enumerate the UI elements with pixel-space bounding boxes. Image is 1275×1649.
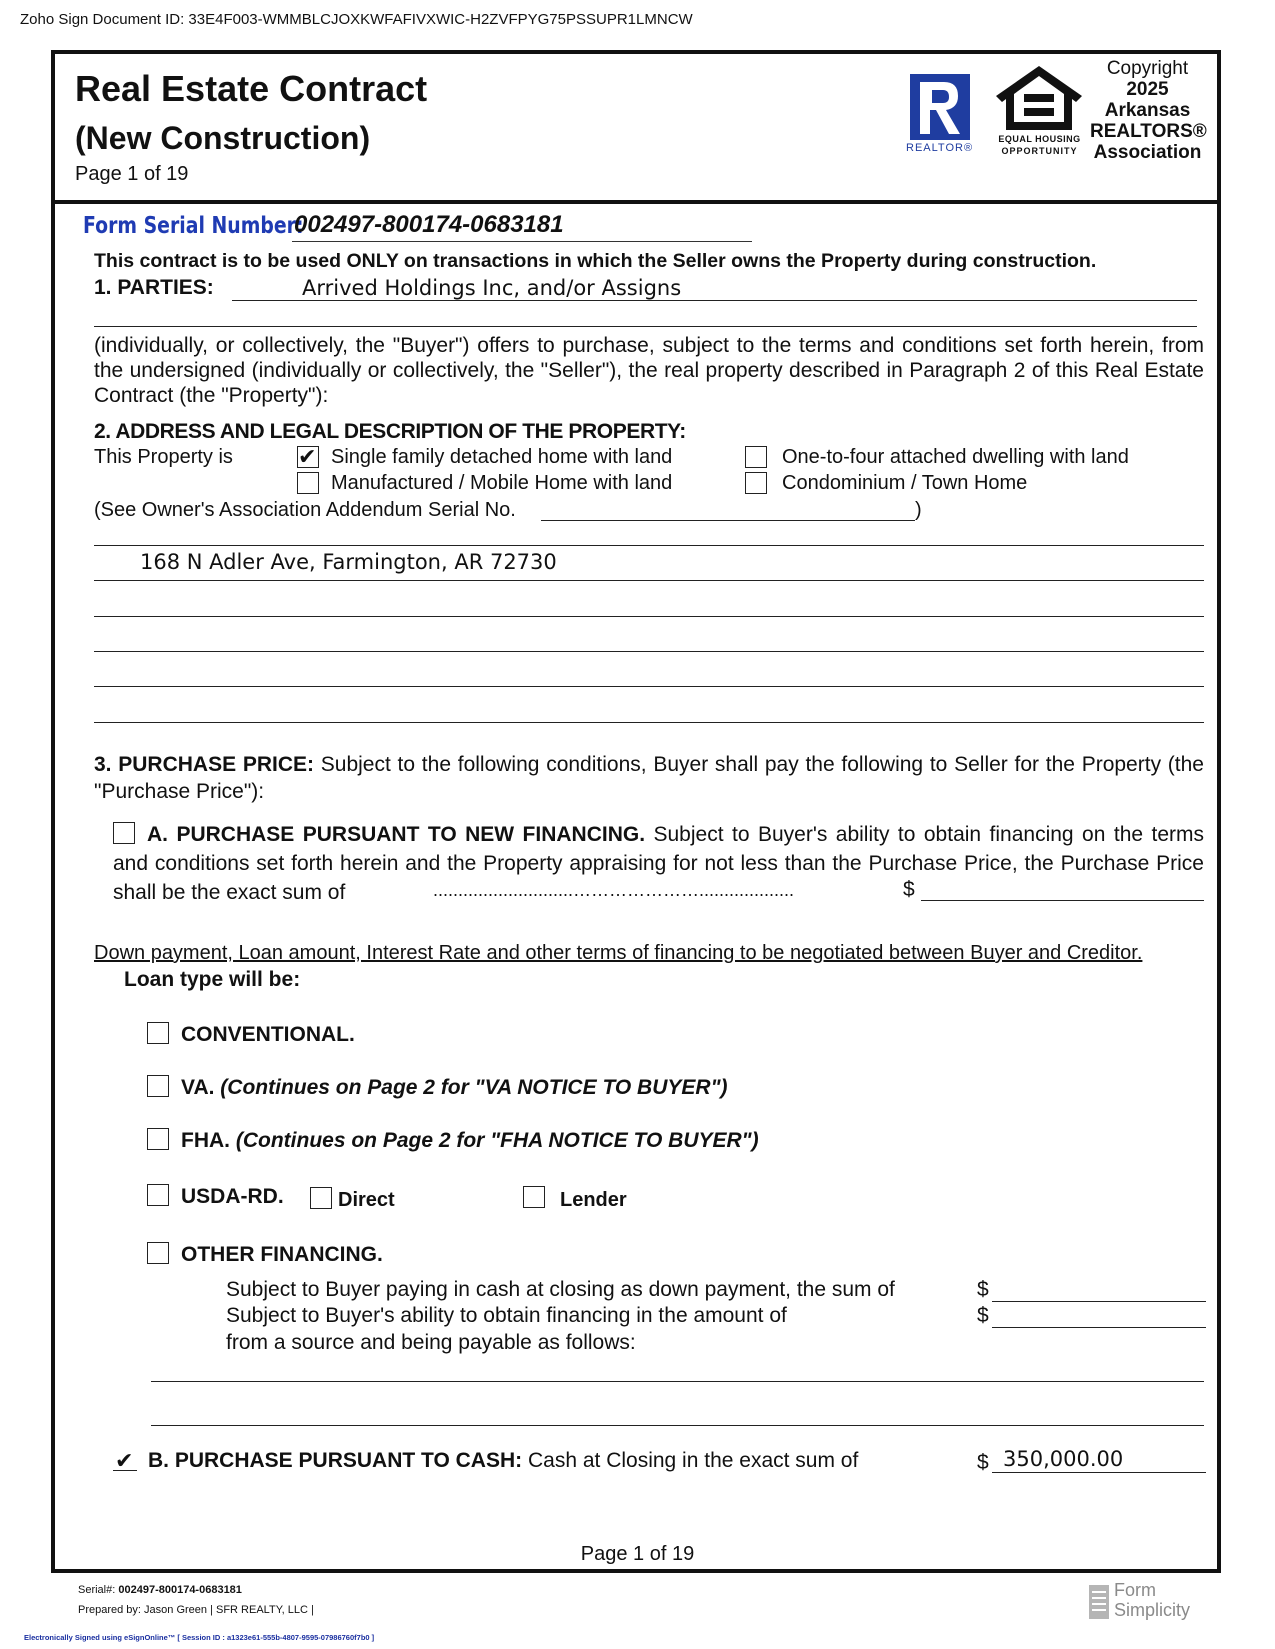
purchase-price-section xyxy=(94,751,1204,805)
cash-checkmark-icon[interactable]: ✔ xyxy=(115,1448,134,1473)
new-financing-amount-field[interactable] xyxy=(921,900,1204,901)
page-indicator-top: Page 1 of 19 xyxy=(75,163,189,185)
manufactured-checkbox[interactable] xyxy=(297,472,319,494)
copyright-year: 2025 xyxy=(1126,79,1169,100)
copyright-line5: Association xyxy=(1093,142,1202,163)
usda-direct-label: Direct xyxy=(338,1189,395,1211)
down-payment-note: Down payment, Loan amount, Interest Rate and other terms of financing to be negotiated between Buyer and Creditor. xyxy=(94,942,1143,964)
header-divider xyxy=(51,200,1221,204)
va-checkbox[interactable] xyxy=(147,1075,169,1097)
realtor-logo-text: REALTOR® xyxy=(906,142,974,154)
va-label xyxy=(181,1076,728,1100)
new-financing-dollar: $ xyxy=(903,878,915,901)
new-financing-heading: A. PURCHASE PURSUANT TO NEW FINANCING. xyxy=(147,823,646,846)
owners-assoc-suffix: ) xyxy=(915,499,922,521)
cash-purchase-heading: B. PURCHASE PURSUANT TO CASH: xyxy=(148,1449,523,1472)
footer-prepared-value: Jason Green | SFR REALTY, LLC | xyxy=(144,1604,314,1616)
property-is-label: This Property is xyxy=(94,446,233,468)
usda-label: USDA-RD. xyxy=(181,1185,284,1208)
esign-notice: Electronically Signed using eSignOnline™ [ Session ID : a1323e61-555b-4807-9595-07986760f7b0 ] xyxy=(24,1633,375,1642)
condo-checkbox[interactable] xyxy=(745,472,767,494)
usda-lender-checkbox[interactable] xyxy=(523,1186,545,1208)
realtor-logo xyxy=(906,72,974,158)
copyright-line1: Copyright xyxy=(1106,58,1189,79)
manufactured-label: Manufactured / Mobile Home with land xyxy=(331,472,673,494)
property-address-value[interactable]: 168 N Adler Ave, Farmington, AR 72730 xyxy=(140,550,557,574)
conventional-checkbox[interactable] xyxy=(147,1022,169,1044)
other-financing-line-2[interactable] xyxy=(151,1425,1204,1426)
copyright-line4: REALTORS® xyxy=(1090,121,1207,142)
copyright-line3: Arkansas xyxy=(1104,100,1191,121)
legal-line-1 xyxy=(94,545,1204,546)
legal-line-2 xyxy=(94,580,1204,581)
other-down-payment-dollar: $ xyxy=(977,1278,989,1301)
form-title: Real Estate Contract xyxy=(75,68,428,109)
document-icon xyxy=(1088,1584,1110,1620)
purchase-price-intro: Subject to the following conditions, Buyer shall pay the following to Seller for the Property (the "Purchase Price"): xyxy=(94,753,1204,803)
equal-housing-house-icon xyxy=(992,64,1087,132)
footer-serial-value: 002497-800174-0683181 xyxy=(118,1584,242,1596)
checkmark-icon: ✔ xyxy=(298,444,317,469)
single-family-label: Single family detached home with land xyxy=(331,446,673,468)
form-subtitle: (New Construction) xyxy=(75,120,371,156)
fha-note: (Continues on Page 2 for "FHA NOTICE TO BUYER") xyxy=(235,1129,759,1152)
conventional-label: CONVENTIONAL. xyxy=(181,1023,355,1046)
fha-text: FHA. xyxy=(181,1129,230,1152)
footer-serial xyxy=(78,1584,242,1596)
usda-checkbox[interactable] xyxy=(147,1184,169,1206)
parties-line-2 xyxy=(94,326,1197,327)
cash-amount-underline xyxy=(992,1472,1206,1473)
fha-checkbox[interactable] xyxy=(147,1128,169,1150)
other-down-payment-field[interactable] xyxy=(992,1301,1206,1302)
other-financing-amount-text: Subject to Buyer's ability to obtain financing in the amount of xyxy=(226,1304,787,1327)
form-serial-label: Form Serial Number: xyxy=(83,213,304,239)
other-financing-amount-field[interactable] xyxy=(992,1327,1206,1328)
parties-value[interactable]: Arrived Holdings Inc, and/or Assigns xyxy=(302,276,682,300)
form-simplicity-line2: Simplicity xyxy=(1114,1600,1191,1620)
other-financing-dollar: $ xyxy=(977,1304,989,1327)
other-financing-line-1[interactable] xyxy=(151,1381,1204,1382)
equal-housing-logo xyxy=(992,64,1087,158)
va-note: (Continues on Page 2 for "VA NOTICE TO BUYER") xyxy=(220,1076,728,1099)
va-text: VA. xyxy=(181,1076,215,1099)
page-indicator-bottom: Page 1 of 19 xyxy=(580,1543,695,1565)
cash-dollar: $ xyxy=(977,1451,989,1474)
legal-line-6 xyxy=(94,722,1204,723)
purchase-price-heading: 3. PURCHASE PRICE: xyxy=(94,753,315,776)
usda-lender-label: Lender xyxy=(560,1189,627,1211)
legal-line-4 xyxy=(94,651,1204,652)
owners-assoc-serial-field[interactable] xyxy=(541,520,915,521)
one-to-four-label: One-to-four attached dwelling with land xyxy=(782,446,1129,468)
equal-housing-text1: EQUAL HOUSING xyxy=(998,134,1081,144)
loan-type-label: Loan type will be: xyxy=(124,968,301,991)
footer-serial-label: Serial#: xyxy=(78,1584,116,1596)
other-financing-label: OTHER FINANCING. xyxy=(181,1243,383,1266)
cash-purchase-text: Cash at Closing in the exact sum of xyxy=(527,1449,859,1472)
new-financing-text: Subject to Buyer's ability to obtain financing on the terms and conditions set forth herein and the Property appraising for not less than the Purchase Price, the Purchase Price shall be the exact sum of xyxy=(113,823,1204,904)
parties-text: (individually, or collectively, the "Buyer") offers to purchase, subject to the terms and conditions set forth herein, from the undersigned (individually or collectively, the "Seller"), the real property described in Paragraph 2 of this Real Estate Contract (the "Property"): xyxy=(94,334,1204,407)
address-heading: 2. ADDRESS AND LEGAL DESCRIPTION OF THE PROPERTY: xyxy=(94,420,686,443)
usda-direct-checkbox[interactable] xyxy=(310,1187,332,1209)
serial-underline xyxy=(292,241,752,242)
other-financing-source-text: from a source and being payable as follows: xyxy=(226,1331,636,1354)
owners-assoc-prefix: (See Owner's Association Addendum Serial No. xyxy=(94,499,516,521)
document-id: Zoho Sign Document ID: 33E4F003-WMMBLCJOXKWFAFIVXWIC-H2ZVFPYG75PSSUPR1LMNCW xyxy=(20,11,693,28)
fha-label xyxy=(181,1129,759,1153)
condo-label: Condominium / Town Home xyxy=(782,472,1028,494)
intro-notice: This contract is to be used ONLY on transactions in which the Seller owns the Property during construction. xyxy=(94,250,1097,272)
legal-line-5 xyxy=(94,686,1204,687)
parties-line-1 xyxy=(232,300,1197,301)
one-to-four-checkbox[interactable] xyxy=(745,446,767,468)
new-financing-leader: ............................…………………................... xyxy=(433,880,795,900)
cash-amount-value[interactable]: 350,000.00 xyxy=(1003,1447,1124,1471)
form-serial-value: 002497-800174-0683181 xyxy=(294,211,564,238)
equal-housing-text2: OPPORTUNITY xyxy=(1001,146,1078,156)
cash-purchase-line xyxy=(148,1449,858,1473)
legal-line-3 xyxy=(94,616,1204,617)
footer-prepared-label: Prepared by: xyxy=(78,1604,141,1616)
other-down-payment-text: Subject to Buyer paying in cash at closing as down payment, the sum of xyxy=(226,1278,895,1301)
footer-prepared-by xyxy=(78,1604,314,1616)
form-simplicity-line1: Form xyxy=(1114,1580,1156,1600)
other-financing-checkbox[interactable] xyxy=(147,1242,169,1264)
copyright-block xyxy=(1090,58,1205,163)
parties-label: 1. PARTIES: xyxy=(94,276,214,299)
